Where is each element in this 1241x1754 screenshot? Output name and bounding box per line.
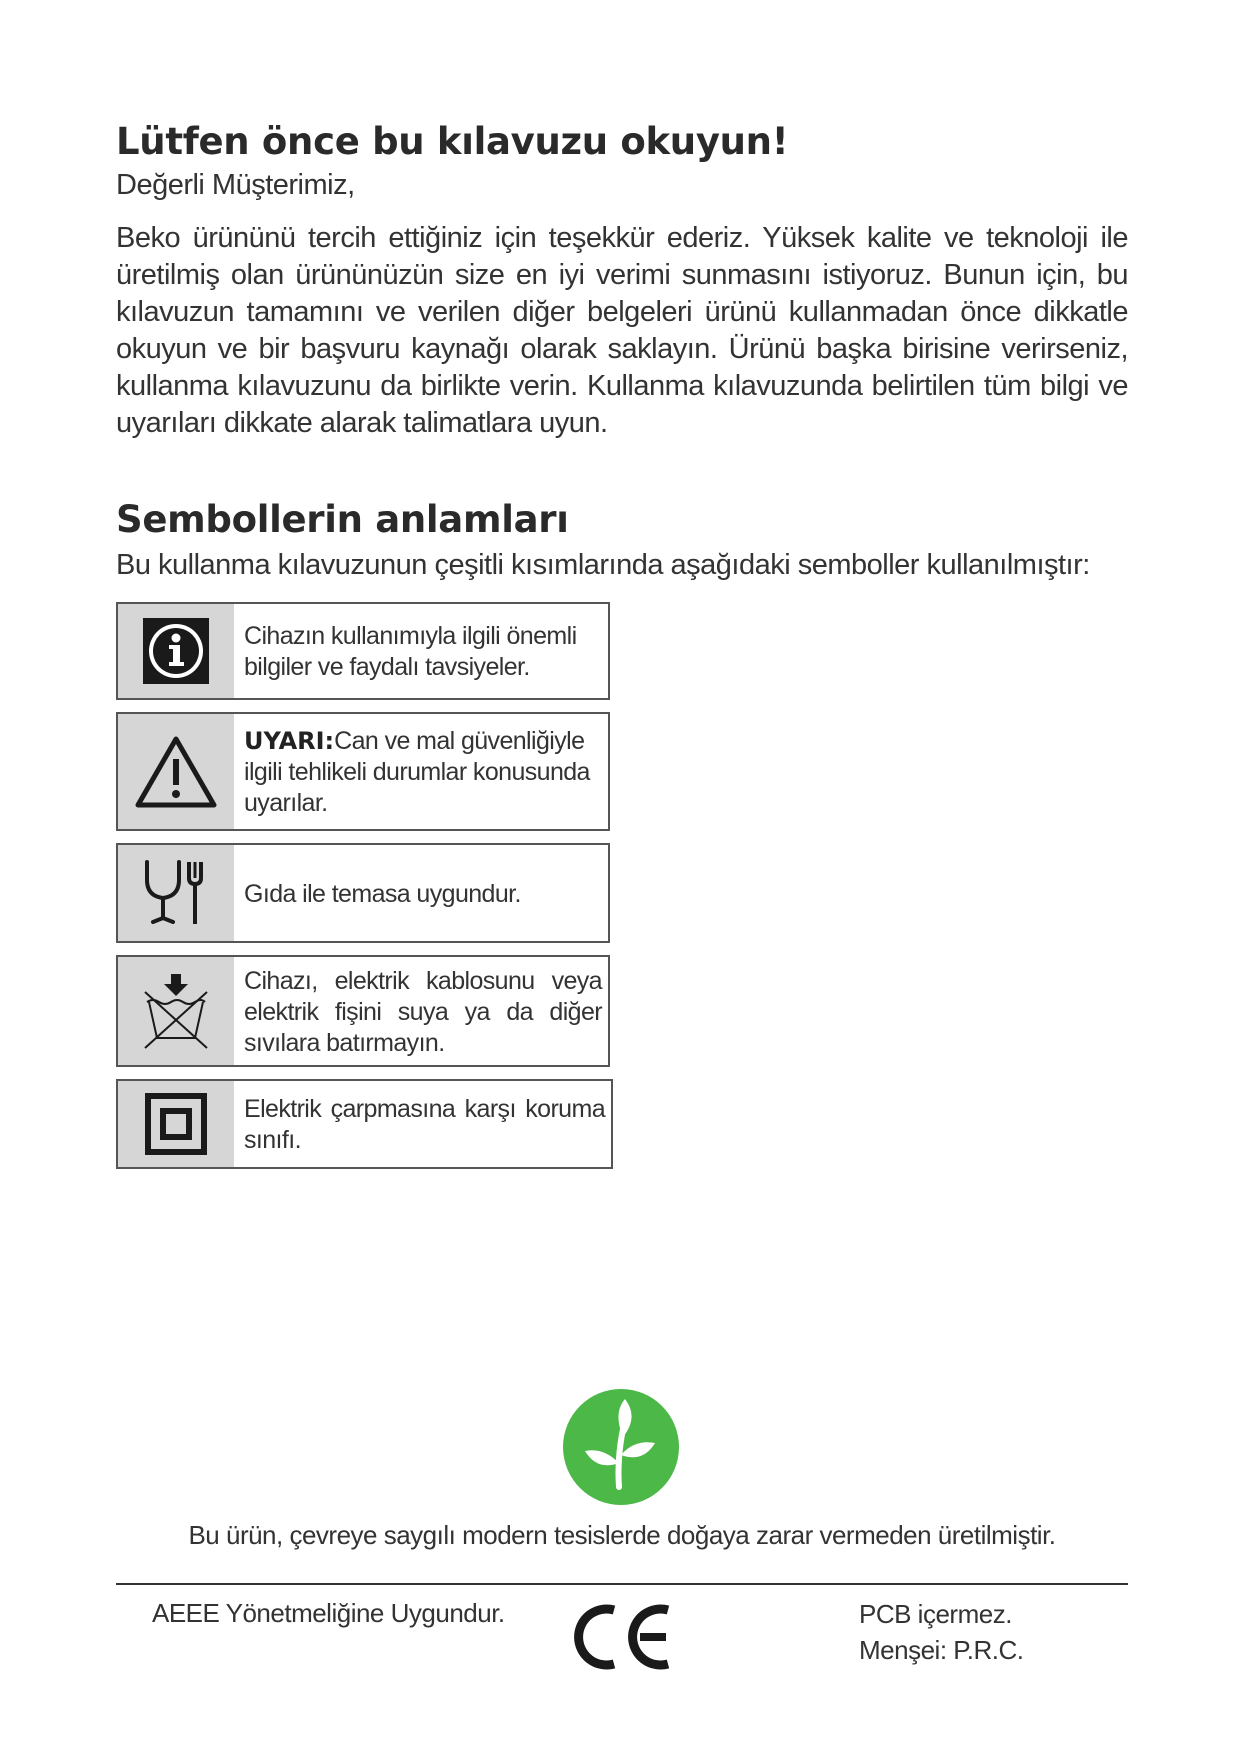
pcb-statement: PCB içermez.	[859, 1599, 1012, 1629]
symbol-text-food: Gıda ile temasa uygundur.	[244, 879, 521, 908]
divider	[116, 1583, 1128, 1585]
double-insulation-icon	[118, 1081, 234, 1167]
symbol-row-warning	[116, 712, 610, 831]
symbols-table	[116, 602, 610, 1169]
symbols-heading: Sembollerin anlamları	[116, 498, 569, 541]
symbol-text-info: Cihazın kullanımıyla ilgili önemli bilgiler ve faydalı tavsiyeler.	[244, 622, 577, 681]
greeting: Değerli Müşterimiz,	[116, 169, 355, 201]
aeee-compliance: AEEE Yönetmeliğine Uygundur.	[152, 1598, 505, 1628]
intro-paragraph: Beko ürününü tercih ettiğiniz için teşekkür ederiz. Yüksek kalite ve teknoloji ile üretilmiş olan ürününüzün size en iyi verimi sunmasını istiyoruz. Bunun için, bu kılavuzun tamamını ve verilen diğer belgeleri ürünü kullanmadan önce dikkatle okuyun ve bir başvuru kaynağı olarak saklayın. Ürünü başka birisine verirseniz, kullanma kılavuzunu da birlikte verin. Kullanma kılavuzunda belirtilen tüm bilgi ve uyarıları dikkate alarak talimatlara uyun.	[116, 222, 1128, 439]
symbol-row-insulation	[116, 1079, 613, 1169]
symbol-row-immerse	[116, 955, 610, 1067]
do-not-immerse-icon	[118, 957, 234, 1065]
footer-right	[859, 1596, 1023, 1668]
info-icon	[118, 604, 234, 698]
symbol-row-food	[116, 843, 610, 943]
symbol-text-immerse: Cihazı, elektrik kablosunu veya elektrik fişini suya ya da diğer sıvılara batırmayın.	[244, 966, 602, 1057]
page-content	[116, 120, 1128, 1181]
symbols-intro: Bu kullanma kılavuzunun çeşitli kısımlarında aşağıdaki semboller kullanılmıştır:	[116, 549, 1090, 581]
symbol-text-warning: Can ve mal güvenliğiyle ilgili tehlikeli durumlar konusunda uyarılar.	[244, 727, 590, 817]
warning-icon	[118, 714, 234, 829]
ce-mark-icon	[570, 1600, 674, 1674]
origin-statement: Menşei: P.R.C.	[859, 1635, 1024, 1665]
warning-label: UYARI:	[244, 727, 335, 755]
food-safe-icon	[118, 845, 234, 941]
page-title: Lütfen önce bu kılavuzu okuyun!	[116, 120, 789, 163]
eco-leaf-icon	[563, 1389, 679, 1505]
symbol-row-info	[116, 602, 610, 700]
symbol-text-insulation: Elektrik çarpmasına karşı koruma sınıfı.	[244, 1095, 605, 1154]
eco-statement: Bu ürün, çevreye saygılı modern tesislerde doğaya zarar vermeden üretilmiştir.	[188, 1520, 1056, 1550]
